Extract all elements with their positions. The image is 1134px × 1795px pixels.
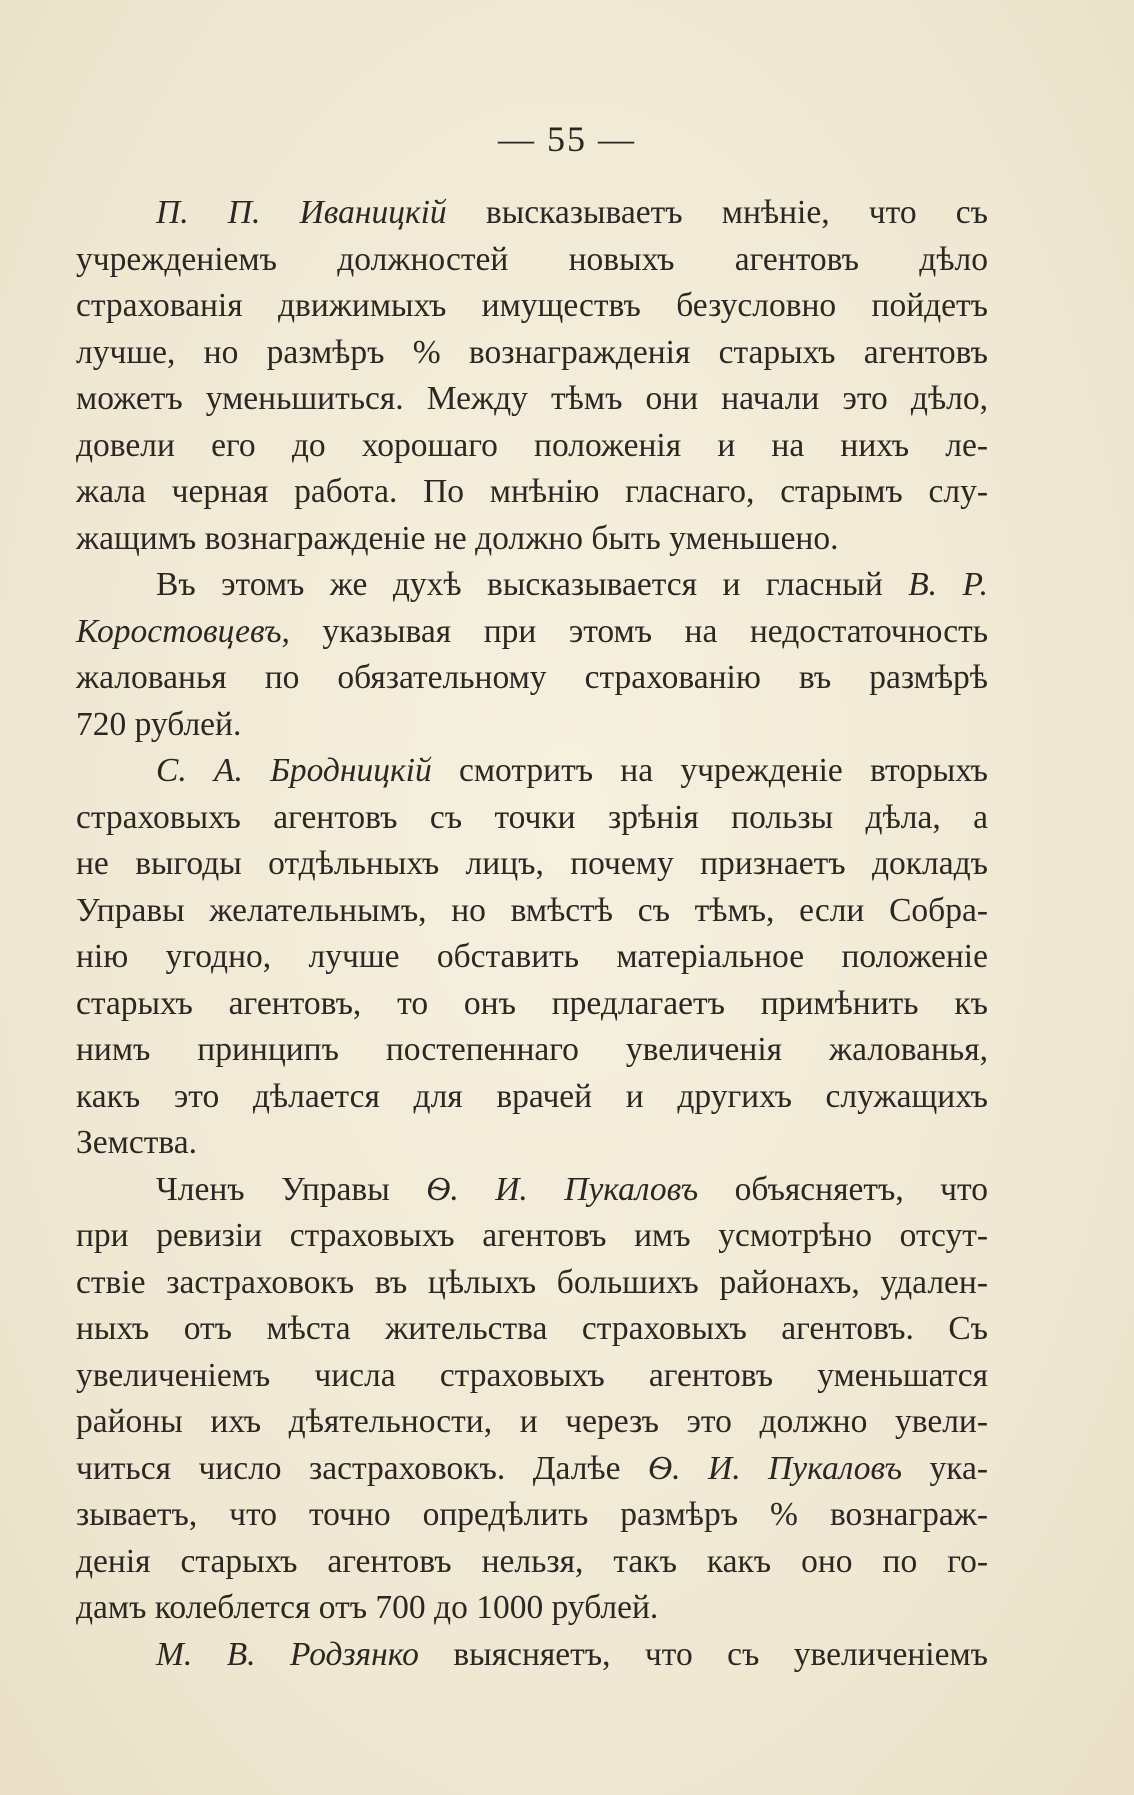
text-line	[76, 1539, 988, 1586]
text-segment: жалованья по обязательному страхованiю въ размѣрѣ	[76, 659, 988, 696]
text-segment: учрежденiемъ должностей новыхъ агентовъ дѣло	[76, 240, 988, 278]
text-line	[76, 1167, 988, 1214]
text-segment: объясняетъ, что	[698, 1170, 988, 1208]
page-number: — 55 —	[498, 119, 636, 159]
text-line	[76, 1585, 988, 1632]
text-segment: можетъ уменьшиться. Между тѣмъ они начали это дѣло,	[76, 380, 988, 417]
text-line	[76, 1492, 988, 1539]
text-segment: страхованiя движимыхъ имуществъ безусловно пойдетъ	[76, 287, 988, 324]
text-segment: 720 рублей.	[76, 705, 242, 743]
text-line	[76, 655, 988, 702]
text-line	[76, 1213, 988, 1260]
person-name: Ѳ. И. Пукаловъ	[647, 1449, 902, 1487]
text-segment: ука-	[901, 1449, 988, 1487]
text-line	[76, 981, 988, 1028]
text-segment: ствiе застраховокъ въ цѣлыхъ большихъ районахъ, удален-	[76, 1263, 988, 1301]
text-segment: районы ихъ дѣятельности, и черезъ это должно увели-	[76, 1403, 988, 1440]
text-line	[76, 1632, 988, 1679]
text-line	[76, 1446, 988, 1493]
text-segment: дамъ колеблется отъ 700 до 1000 рублей.	[76, 1589, 659, 1626]
text-segment: нимъ принципъ постепеннаго увеличенiя жалованья,	[76, 1031, 988, 1068]
text-line	[76, 516, 988, 563]
text-segment: жащимъ вознагражденiе не должно быть уменьшено.	[76, 519, 839, 557]
text-segment: при ревизiи страховыхъ агентовъ имъ усмотрѣно отсут-	[76, 1217, 988, 1254]
text-line	[76, 888, 988, 935]
text-segment: старыхъ агентовъ, то онъ предлагаетъ примѣнить къ	[76, 984, 988, 1022]
person-name: В. Р.	[908, 566, 989, 603]
text-line	[76, 190, 988, 237]
text-line	[76, 423, 988, 470]
text-segment: выясняетъ, что съ увеличенiемъ	[418, 1635, 988, 1673]
text-line	[76, 469, 988, 516]
person-name: Коростовцевъ,	[76, 612, 290, 650]
text-segment: смотритъ на учрежденiе вторыхъ	[431, 752, 988, 789]
text-segment: Въ этомъ же духѣ высказывается и гласный	[156, 566, 909, 603]
text-line	[76, 1074, 988, 1121]
text-line	[76, 1027, 988, 1074]
text-line	[76, 237, 988, 284]
text-segment: лучше, но размѣръ % вознагражденiя старыхъ агентовъ	[76, 333, 988, 371]
text-line	[76, 283, 988, 330]
text-line	[76, 376, 988, 423]
body-text	[76, 190, 988, 1678]
text-line	[76, 1306, 988, 1353]
text-segment: увеличенiемъ числа страховыхъ агентовъ уменьшатся	[76, 1356, 988, 1394]
text-segment: страховыхъ агентовъ съ точки зрѣнiя пользы дѣла, а	[76, 798, 988, 836]
text-line	[76, 748, 988, 795]
text-line	[76, 841, 988, 888]
text-line	[76, 795, 988, 842]
person-name: Ѳ. И. Пукаловъ	[426, 1170, 699, 1208]
text-line	[76, 934, 988, 981]
text-segment: жала черная работа. По мнѣнiю гласнаго, старымъ слу-	[76, 473, 988, 510]
text-line	[76, 1260, 988, 1307]
text-segment: Членъ Управы	[156, 1170, 427, 1208]
person-name: С. А. Бродницкiй	[156, 752, 432, 789]
text-segment: указывая при этомъ на недостаточность	[289, 612, 988, 650]
text-line	[76, 702, 988, 749]
text-line	[76, 1120, 988, 1167]
text-line	[76, 330, 988, 377]
text-segment: зываетъ, что точно опредѣлить размѣръ % вознаграж-	[76, 1496, 988, 1533]
text-segment: не выгоды отдѣльныхъ лицъ, почему признаетъ докладъ	[76, 845, 988, 882]
text-segment: какъ это дѣлается для врачей и другихъ служащихъ	[76, 1077, 988, 1115]
person-name: П. П. Иваницкiй	[156, 194, 447, 231]
text-line	[76, 1399, 988, 1446]
text-segment: денiя старыхъ агентовъ нельзя, такъ какъ оно по го-	[76, 1542, 988, 1580]
text-segment: нiю угодно, лучше обставить матерiальное положенiе	[76, 938, 988, 975]
text-line	[76, 562, 988, 609]
text-segment: высказываетъ мнѣнiе, что съ	[446, 194, 988, 231]
text-line	[76, 1353, 988, 1400]
text-segment: ныхъ отъ мѣста жительства страховыхъ агентовъ. Съ	[76, 1310, 988, 1347]
text-segment: довели его до хорошаго положенiя и на нихъ ле-	[76, 426, 988, 464]
text-segment: читься число застраховокъ. Далѣе	[76, 1449, 648, 1487]
text-segment: Управы желательнымъ, но вмѣстѣ съ тѣмъ, если Собра-	[76, 891, 988, 929]
text-segment: Земства.	[76, 1124, 197, 1161]
person-name: М. В. Родзянко	[156, 1635, 419, 1673]
text-line	[76, 609, 988, 656]
